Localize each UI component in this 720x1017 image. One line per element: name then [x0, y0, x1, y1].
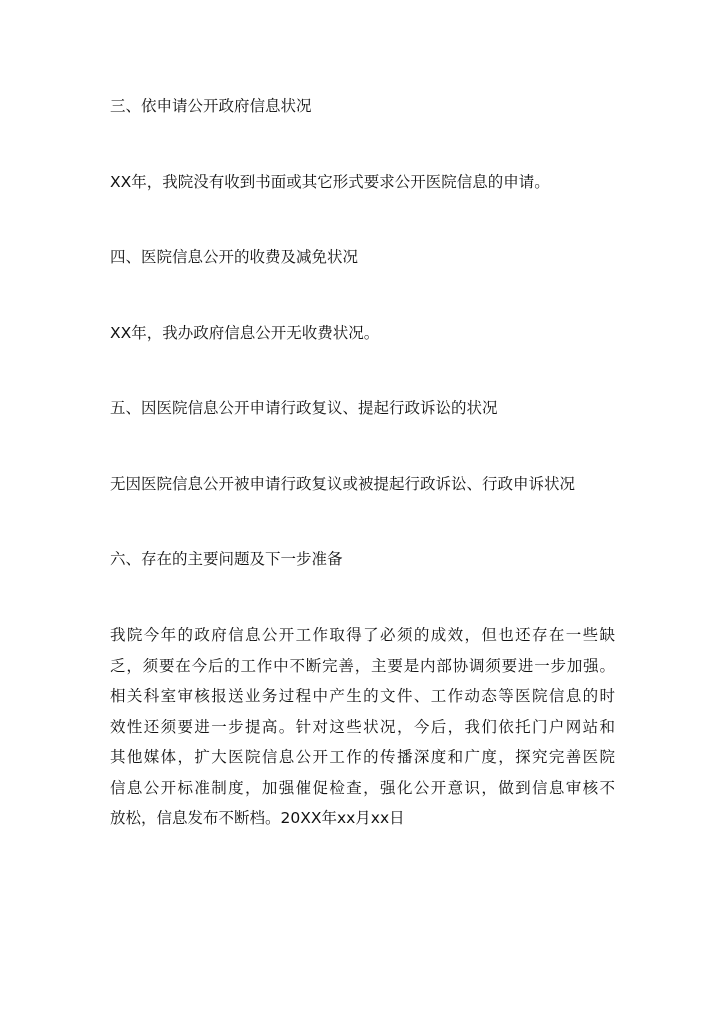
section-4-body: XX年，我办政府信息公开无收费状况。 [110, 324, 380, 342]
section-4-heading: 四、医院信息公开的收费及减免状况 [110, 248, 359, 266]
section-3-heading: 三、依申请公开政府信息状况 [110, 97, 312, 115]
section-6-body-line: 我院今年的政府信息公开工作取得了必须的成效，但也还存在一些缺 [110, 626, 615, 644]
section-6-body-line: 其他媒体，扩大医院信息公开工作的传播深度和广度，探究完善医院 [110, 748, 615, 766]
section-6-body-line: 信息公开标准制度，加强催促检查，强化公开意识，做到信息审核不 [110, 778, 615, 797]
section-5-heading: 五、因医院信息公开申请行政复议、提起行政诉讼的状况 [110, 399, 498, 417]
section-6-body-line: 放松，信息发布不断档。20XX年xx月xx日 [110, 809, 405, 827]
section-6-body [110, 625, 615, 839]
section-6-body-line: 效性还须要进一步提高。针对这些状况，今后，我们依托门户网站和 [110, 717, 615, 736]
section-6-heading: 六、存在的主要问题及下一步准备 [110, 550, 343, 568]
section-5-body: 无因医院信息公开被申请行政复议或被提起行政诉讼、行政申诉状况 [110, 475, 576, 493]
section-3-body: XX年，我院没有收到书面或其它形式要求公开医院信息的申请。 [110, 173, 550, 191]
section-6-body-line: 相关科室审核报送业务过程中产生的文件、工作动态等医院信息的时 [110, 687, 615, 705]
section-6-body-line: 乏，须要在今后的工作中不断完善，主要是内部协调须要进一步加强。 [110, 656, 615, 675]
